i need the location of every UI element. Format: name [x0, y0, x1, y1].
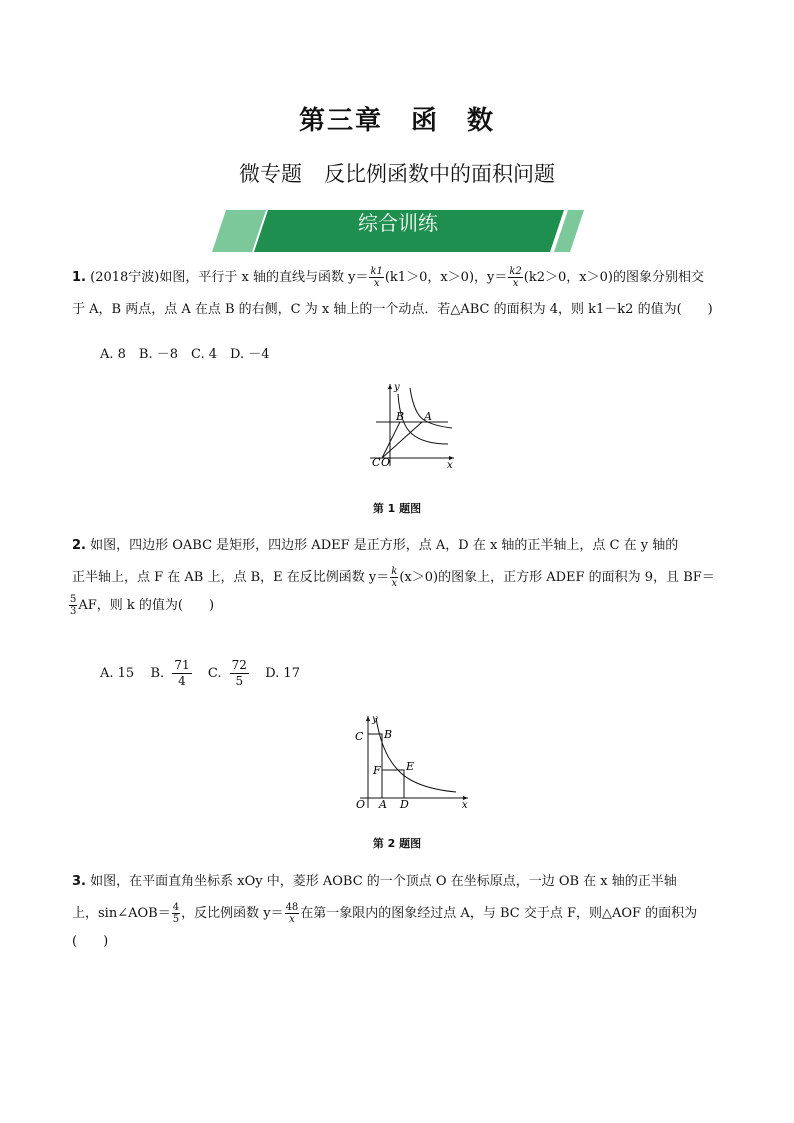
q1-caption: 第 1 题图 [372, 502, 422, 515]
q3-line1 [72, 868, 722, 896]
q3-text-2a: 上，sin∠AOB＝ [72, 906, 171, 921]
q2-label-b: B [384, 728, 393, 741]
q2-text-3: AF，则 k 的值为( ) [78, 598, 215, 613]
q2-option-b-label: B. [150, 666, 165, 681]
q2-line1 [72, 532, 722, 560]
q1-fraction-k1: $\frac{k1}{x}$ [370, 266, 383, 289]
q1-figure [362, 380, 462, 470]
q1-label-c: C [372, 456, 381, 469]
q2-label-e: E [406, 760, 415, 773]
q2-text-2b: (x＞0)的图象上，正方形 ADEF 的面积为 9，且 BF＝ [399, 570, 715, 585]
q1-line1 [72, 264, 722, 292]
q2-label-f: F [373, 764, 381, 777]
section-subtitle [0, 158, 794, 188]
q3-fraction-sin: $\frac{4}{5}$ [172, 902, 180, 925]
subtitle-part2: 反比例函数中的面积问题 [324, 162, 555, 186]
q1-text-c: (k2＞0，x＞0)的图象分别相交 [523, 270, 704, 285]
subtitle-part1: 微专题 [239, 162, 302, 186]
q1-label-o: O [381, 456, 391, 469]
q1-label-a: A [424, 410, 432, 423]
q2-option-c-label: C. [207, 666, 222, 681]
q3-text-2c: 在第一象限内的图象经过点 A，与 BC 交于点 F，则△AOF 的面积为( ) [72, 906, 698, 949]
q2-label-o: O [356, 798, 366, 811]
chapter-title-part1: 第三章 [298, 106, 383, 136]
q1-text-a: (2018宁波)如图，平行于 x 轴的直线与函数 y＝ [90, 270, 369, 285]
q2-label-c: C [355, 730, 364, 743]
q2-label-x: x [462, 800, 468, 811]
banner-label: 综合训练 [358, 211, 438, 235]
q2-fraction-5-3: $\frac{5}{3}$ [70, 594, 77, 617]
q3-line2 [72, 900, 722, 956]
q2-option-a: A. 15 [100, 666, 135, 681]
q2-label-y: y [372, 714, 378, 725]
q1-line2: 于 A，B 两点，点 A 在点 B 的右侧，C 为 x 轴上的一个动点．若△ABC 的面积为 4，则 k1－k2 的值为( ) [72, 302, 713, 317]
q2-caption: 第 2 题图 [372, 837, 422, 850]
question-3 [72, 868, 722, 956]
q1-label-x: x [447, 460, 453, 470]
q3-text-1: 如图，在平面直角坐标系 xOy 中，菱形 AOBC 的一个顶点 O 在坐标原点，一边 OB 在 x 轴的正半轴 [90, 874, 677, 889]
q1-fraction-k2: $\frac{k2}{x}$ [509, 266, 522, 289]
q2-label-a: A [379, 798, 387, 811]
question-2 [72, 532, 722, 620]
q2-text-1: 如图，四边形 OABC 是矩形，四边形 ADEF 是正方形，点 A，D 在 x 轴的正半轴上，点 C 在 y 轴的 [90, 538, 679, 553]
q2-option-b-fraction: $\frac{71}{4}$ [174, 658, 190, 688]
q2-option-c-fraction: $\frac{72}{5}$ [231, 658, 247, 688]
q3-fraction-48: $\frac{48}{x}$ [285, 902, 299, 925]
q2-text-2a: 正半轴上，点 F 在 AB 上，点 B，E 在反比例函数 y＝ [72, 570, 390, 585]
chapter-title [0, 100, 794, 137]
question-1 [72, 264, 722, 324]
q2-fraction-k: $\frac{k}{x}$ [391, 566, 398, 589]
q1-label-b: B [396, 410, 405, 423]
q2-option-d: D. 17 [265, 666, 300, 681]
q2-options [100, 658, 300, 689]
q2-line2 [72, 564, 722, 592]
q1-number: 1. [72, 270, 86, 285]
q3-text-2b: ，反比例函数 y＝ [181, 906, 284, 921]
q3-number: 3. [72, 874, 86, 889]
q2-figure [350, 712, 474, 812]
q2-number: 2. [72, 538, 86, 553]
q1-text-b: (k1＞0，x＞0)，y＝ [384, 270, 508, 285]
q1-options: A. 8 B. －8 C. 4 D. －4 [100, 347, 270, 362]
q2-line3 [68, 592, 722, 620]
q1-label-y: y [394, 382, 400, 393]
chapter-title-part2: 函 数 [411, 106, 496, 136]
q2-label-d: D [400, 798, 409, 811]
